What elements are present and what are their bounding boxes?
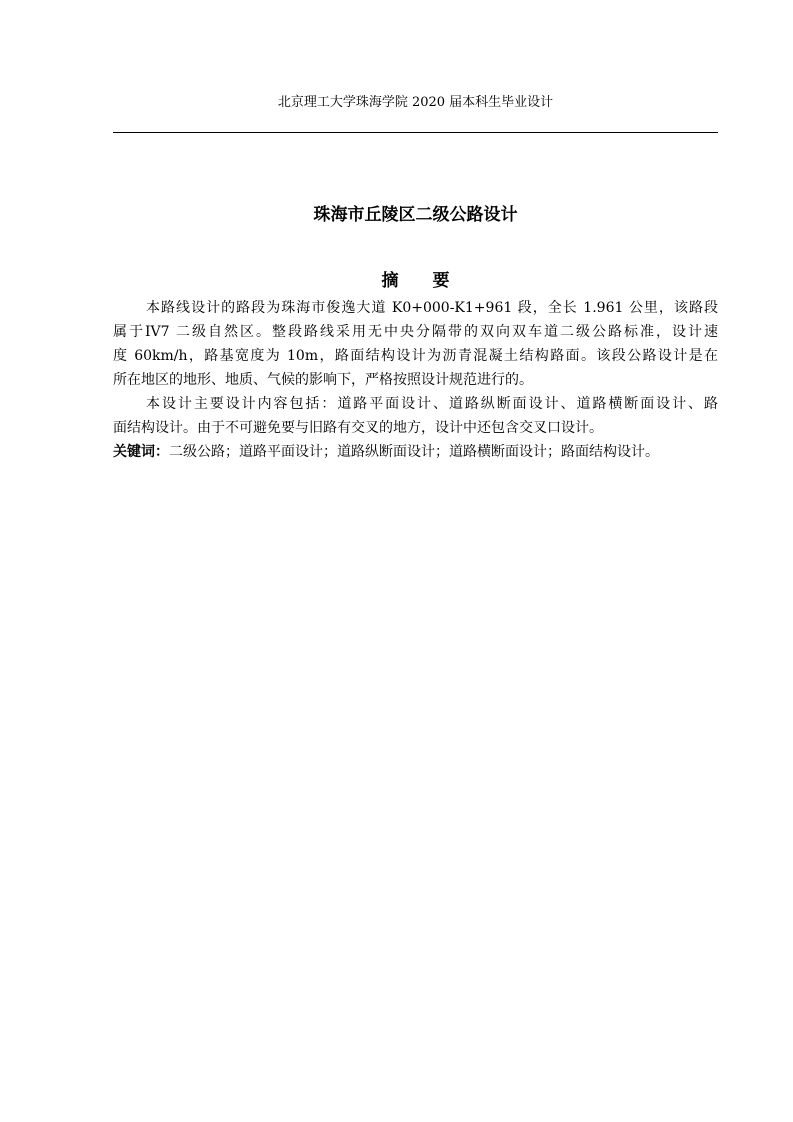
abstract-paragraph-2-line: 本设计主要设计内容包括：道路平面设计、道路纵断面设计、道路横断面设计、路 [146,396,718,412]
abstract-paragraph-1-line: 属于IV7 二级自然区。整段路线采用无中央分隔带的双向双车道二级公路标准，设计速 [113,324,718,340]
abstract-paragraph-1-line: 度 60km/h，路基宽度为 10m，路面结构设计为沥青混凝土结构路面。该段公路设计是在 [113,348,718,364]
abstract-heading: 摘 要 [381,271,464,291]
document-title: 珠海市丘陵区二级公路设计 [313,205,518,225]
header-rule [113,132,718,133]
keywords-label: 关键词： [113,444,169,460]
abstract-paragraph-2-line: 面结构设计。由于不可避免要与旧路有交叉的地方，设计中还包含交叉口设计。 [113,420,603,436]
abstract-paragraph-1-line: 本路线设计的路段为珠海市俊逸大道 K0+000-K1+961 段，全长 1.961 公里，该路段 [146,300,718,316]
abstract-body [113,296,718,464]
keywords-line [113,440,718,464]
abstract-paragraph-1-line: 所在地区的地形、地质、气候的影响下，严格按照设计规范进行的。 [113,372,533,388]
running-header: 北京理工大学珠海学院 2020 届本科生毕业设计 [277,95,554,110]
keywords-text: 二级公路；道路平面设计；道路纵断面设计；道路横断面设计；路面结构设计。 [169,444,659,460]
